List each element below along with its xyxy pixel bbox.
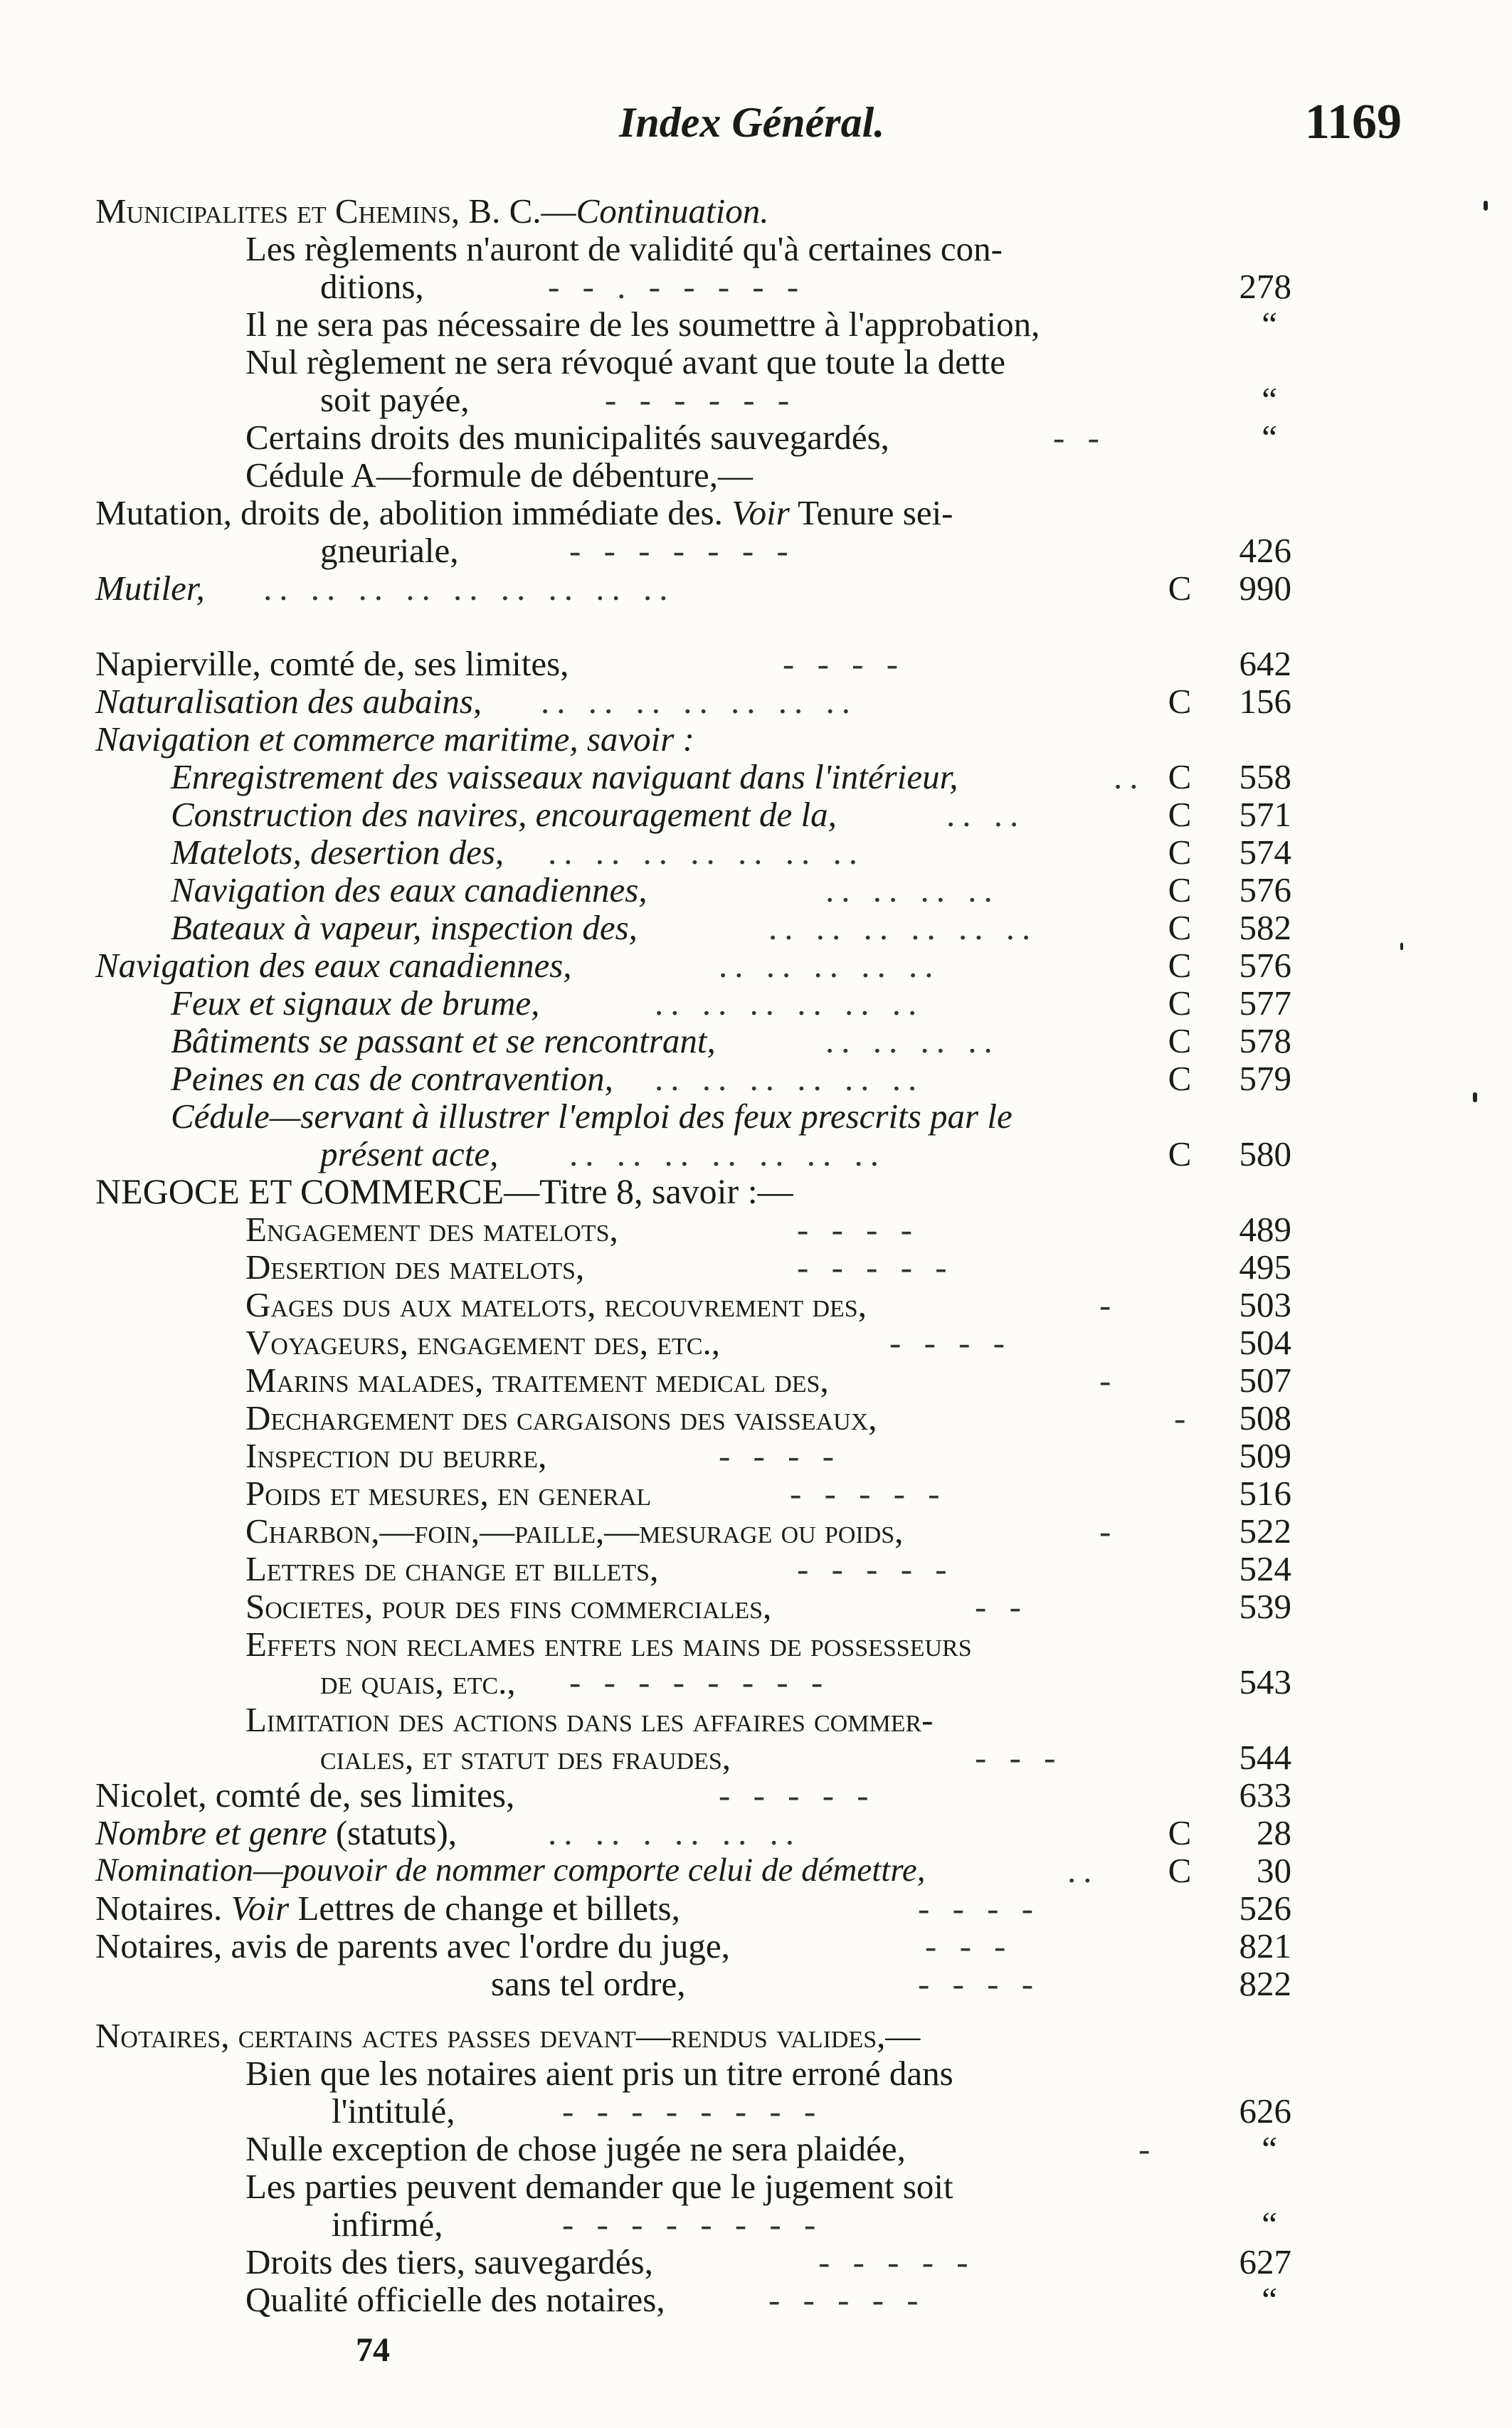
- chapter-mark: C: [1168, 833, 1192, 872]
- index-entry: [0, 1588, 1512, 1625]
- entry-text: Desertion des matelots,: [245, 1247, 585, 1287]
- page-number: 1169: [1304, 95, 1402, 149]
- see-label: Voir: [731, 493, 790, 532]
- index-entry: [0, 871, 1512, 909]
- page-ref: 642: [1239, 644, 1291, 683]
- leader-dashes: -: [1099, 1361, 1119, 1400]
- entry-text: Notaires, avis de parents avec l'ordre du juge,: [95, 1926, 730, 1965]
- index-entry: [0, 418, 1512, 456]
- entry-text: Napierville, comté de, ses limites,: [95, 644, 569, 683]
- leader-dots: .. .. .. .. ..: [719, 946, 941, 985]
- entry-text: Les règlements n'auront de validité qu'à certaines con-: [245, 229, 1003, 268]
- entry-text: infirmé,: [332, 2205, 443, 2244]
- ditto-mark: “: [1262, 380, 1277, 419]
- index-entry: [0, 1814, 1512, 1852]
- see-target: Lettres de change et billets,: [297, 1889, 680, 1928]
- leader-dashes: - - - -: [719, 1436, 842, 1475]
- leader-dots: .. .. .. .. .. .. ..: [541, 682, 857, 721]
- entry-text: Construction des navires, encouragement de la,: [171, 795, 837, 834]
- index-entry: [0, 984, 1512, 1022]
- leader-dashes: - - - -: [889, 1323, 1013, 1362]
- index-entry: [0, 2205, 1512, 2243]
- page-ref: 577: [1239, 983, 1291, 1023]
- index-entry: [0, 1701, 1512, 1738]
- entry-text: Mutiler,: [95, 569, 205, 608]
- entry-text: Navigation des eaux canadiennes,: [95, 946, 572, 985]
- ditto-mark: “: [1262, 418, 1277, 457]
- index-entry: [0, 1738, 1512, 1776]
- leader-dashes: - - - - -: [818, 2242, 976, 2281]
- page-ref: 539: [1239, 1587, 1291, 1626]
- page-header: [0, 84, 1512, 155]
- index-entry: [0, 946, 1512, 984]
- page-ref: 278: [1239, 267, 1291, 306]
- entry-text: Voyageurs, engagement des, etc.,: [245, 1323, 721, 1362]
- entry-text: Les parties peuvent demander que le jugement soit: [245, 2167, 953, 2206]
- entry-text: l'intitulé,: [332, 2091, 455, 2131]
- page-ref: 504: [1239, 1323, 1291, 1362]
- index-entry: [0, 268, 1512, 305]
- index-entry: [0, 1135, 1512, 1173]
- heading-notaires: Notaires, certains actes passes devant—rendus valides,—: [95, 2016, 921, 2055]
- index-entry: [0, 532, 1512, 569]
- leader-dashes: - - - -: [783, 644, 906, 683]
- entry-text: Effets non reclames entre les mains de possesseurs: [245, 1625, 972, 1664]
- leader-dashes: - - - -: [918, 1889, 1041, 1928]
- index-entry: [0, 192, 1512, 230]
- chapter-mark: C: [1168, 1813, 1192, 1852]
- entry-text: Naturalisation des aubains,: [95, 682, 482, 721]
- chapter-mark: C: [1168, 1059, 1192, 1098]
- leader-dashes: - - - -: [797, 1210, 920, 1249]
- chapter-mark: C: [1168, 1021, 1192, 1060]
- page-ref: 579: [1239, 1059, 1291, 1098]
- page-ref: 543: [1239, 1662, 1291, 1701]
- index-entry: [0, 1361, 1512, 1399]
- page-ref: 524: [1239, 1549, 1291, 1588]
- index-entry: [0, 2054, 1512, 2092]
- entry-text: Gages dus aux matelots, recouvrement des,: [245, 1285, 867, 1324]
- leader-dashes: - - - - -: [797, 1247, 954, 1287]
- page-ref: 576: [1239, 946, 1291, 985]
- page-ref: 509: [1239, 1436, 1291, 1475]
- leader-dashes: -: [1099, 1285, 1119, 1324]
- index-entry: [0, 1474, 1512, 1512]
- entry-text: Nulle exception de chose jugée ne sera plaidée,: [245, 2129, 906, 2168]
- chapter-mark: C: [1168, 870, 1192, 909]
- entry-text: Bâtiments se passant et se rencontrant,: [171, 1021, 716, 1060]
- leader-dashes: - - - - - - - -: [562, 2205, 823, 2244]
- leader-dashes: - - -: [975, 1738, 1063, 1777]
- entry-text: Dechargement des cargaisons des vaisseaux,: [245, 1398, 877, 1437]
- entry-text: Enregistrement des vaisseaux naviguant dans l'intérieur,: [171, 757, 958, 796]
- leader-dots: .. .. .. .. .. ..: [768, 908, 1038, 947]
- index-entry: [0, 1173, 1512, 1210]
- entry-text: Navigation des eaux canadiennes,: [171, 870, 647, 909]
- page-ref: 508: [1239, 1398, 1291, 1437]
- index-entry: [0, 1625, 1512, 1663]
- entry-text: Lettres de change et billets,: [245, 1549, 659, 1588]
- continuation-label: Continuation.: [576, 191, 769, 231]
- leader-dashes: -: [1174, 1398, 1193, 1437]
- entry-text: Inspection du beurre,: [245, 1436, 547, 1475]
- index-entry: [0, 1210, 1512, 1248]
- ditto-mark: “: [1262, 2205, 1277, 2244]
- scan-speck: [1400, 943, 1403, 950]
- ditto-mark: “: [1262, 305, 1277, 344]
- entry-text: Engagement des matelots,: [245, 1210, 618, 1249]
- page-ref: 821: [1239, 1926, 1291, 1965]
- leader-dashes: - - - - - - -: [569, 531, 795, 570]
- entry-text: Feux et signaux de brume,: [171, 983, 540, 1023]
- entry-text: Limitation des actions dans les affaires commer-: [245, 1700, 934, 1739]
- page-ref: 28: [1257, 1813, 1291, 1852]
- index-entry: [0, 682, 1512, 720]
- page-ref: 582: [1239, 908, 1291, 947]
- chapter-mark: C: [1168, 795, 1192, 834]
- entry-text: Qualité officielle des notaires,: [245, 2280, 665, 2319]
- leader-dashes: -: [1099, 1511, 1119, 1551]
- index-entry: [0, 2281, 1512, 2318]
- page-ref: 489: [1239, 1210, 1291, 1249]
- entry-text: Matelots, desertion des,: [171, 833, 504, 872]
- index-entry: [0, 796, 1512, 833]
- index-entry: [0, 645, 1512, 682]
- leader-dashes: - - - - -: [719, 1775, 876, 1815]
- entry-text: de quais, etc.,: [320, 1662, 516, 1701]
- page-ref: 522: [1239, 1511, 1291, 1551]
- entry-text: Marins malades, traitement medical des,: [245, 1361, 829, 1400]
- leader-dashes: - - - - -: [768, 2280, 926, 2319]
- leader-dashes: - - - - - -: [605, 380, 797, 419]
- page-ref: 580: [1239, 1134, 1291, 1173]
- leader-dots: .. .. .. .. .. .. ..: [548, 833, 865, 872]
- leader-dashes: - - - - - - - -: [569, 1662, 830, 1701]
- leader-dashes: - -: [1053, 418, 1106, 457]
- leader-dots: .. .. .. ..: [825, 870, 1000, 909]
- page-ref: 426: [1239, 531, 1291, 570]
- entry-text: Societes, pour des fins commerciales,: [245, 1587, 772, 1626]
- entry-text: Notaires.: [95, 1889, 223, 1928]
- page-ref: 558: [1239, 757, 1291, 796]
- index-entry: [0, 456, 1512, 494]
- leader-dashes: -: [1138, 2129, 1158, 2168]
- index-entry: [0, 1022, 1512, 1060]
- index-entry: [0, 2130, 1512, 2168]
- entry-text: Cédule A—formule de débenture,—: [245, 455, 754, 495]
- entry-text: Nicolet, comté de, ses limites,: [95, 1775, 515, 1815]
- chapter-mark: C: [1168, 983, 1192, 1023]
- entry-text: présent acte,: [320, 1134, 499, 1173]
- page-ref: 576: [1239, 870, 1291, 909]
- index-entry: [0, 1097, 1512, 1135]
- entry-text: ditions,: [320, 267, 424, 306]
- index-entry: [0, 1060, 1512, 1097]
- index-entry: [0, 494, 1512, 532]
- leader-dashes: - - - - -: [790, 1474, 947, 1513]
- chapter-mark: C: [1168, 757, 1192, 796]
- page-ref: 574: [1239, 833, 1291, 872]
- index-entry: [0, 1286, 1512, 1324]
- leader-dots: .. .. .. .. .. ..: [655, 1059, 924, 1098]
- see-target: Tenure sei-: [798, 493, 953, 532]
- index-entry: [0, 230, 1512, 268]
- entry-text: Mutation, droits de, abolition immédiate des.: [95, 493, 723, 532]
- leader-dashes: - - . - - - - -: [548, 267, 806, 306]
- entry-text: soit payée,: [320, 380, 470, 419]
- entry-text: Navigation et commerce maritime, savoir :: [95, 719, 694, 759]
- index-entry: [0, 2168, 1512, 2205]
- index-entry: [0, 833, 1512, 871]
- page-ref: 544: [1239, 1738, 1291, 1777]
- leader-dots: .. .. .. .. .. ..: [655, 983, 924, 1023]
- index-entry: [0, 1399, 1512, 1437]
- entry-qualifier: (statuts),: [335, 1813, 458, 1852]
- chapter-mark: C: [1168, 569, 1192, 608]
- chapter-mark: C: [1168, 946, 1192, 985]
- ditto-mark: “: [1262, 2280, 1277, 2319]
- index-entry: [0, 381, 1512, 418]
- leader-dots: .. .. . .. .. ..: [548, 1813, 801, 1852]
- leader-dots: .. .. .. .. .. .. .. .. ..: [263, 569, 675, 608]
- page-ref: 633: [1239, 1775, 1291, 1815]
- index-entry: [0, 2243, 1512, 2281]
- page-ref: 626: [1239, 2091, 1291, 2131]
- leader-dots: .. .. .. ..: [825, 1021, 1000, 1060]
- index-entry: [0, 1512, 1512, 1550]
- chapter-mark: C: [1168, 1134, 1192, 1173]
- chapter-mark: C: [1168, 682, 1192, 721]
- page-ref: 627: [1239, 2242, 1291, 2281]
- entry-text: Peines en cas de contravention,: [171, 1059, 613, 1098]
- entry-text: Nomination—pouvoir de nommer comporte celui de démettre,: [95, 1852, 926, 1889]
- index-entry: [0, 1889, 1512, 1927]
- page-ref: 507: [1239, 1361, 1291, 1400]
- index-entry: [0, 1852, 1512, 1889]
- index-entry: [0, 343, 1512, 381]
- leader-dashes: - - - - -: [797, 1549, 954, 1588]
- entry-text: Poids et mesures, en general: [245, 1474, 652, 1513]
- page-ref: 990: [1239, 569, 1291, 608]
- index-body: [0, 192, 1512, 2318]
- index-entry: [0, 569, 1512, 607]
- index-entry: [0, 720, 1512, 758]
- chapter-mark: C: [1168, 1851, 1192, 1890]
- page-ref: 30: [1257, 1851, 1291, 1890]
- entry-text: Certains droits des municipalités sauvegardés,: [245, 418, 889, 457]
- page-ref: 495: [1239, 1247, 1291, 1287]
- page-ref: 526: [1239, 1889, 1291, 1928]
- index-entry: [0, 1248, 1512, 1286]
- entry-text: ciales, et statut des fraudes,: [320, 1738, 731, 1777]
- index-entry: [0, 1550, 1512, 1588]
- leader-dashes: - - - -: [918, 1964, 1041, 2003]
- leader-dashes: - - -: [925, 1926, 1013, 1965]
- entry-text: Nul règlement ne sera révoqué avant que toute la dette: [245, 342, 1006, 381]
- leader-dots: .. ..: [946, 795, 1026, 834]
- entry-text: gneuriale,: [320, 531, 459, 570]
- heading-negoce: NEGOCE ET COMMERCE—Titre 8, savoir :—: [95, 1171, 793, 1211]
- chapter-mark: C: [1168, 908, 1192, 947]
- scan-speck: [1473, 1092, 1477, 1102]
- leader-dashes: - -: [975, 1587, 1028, 1626]
- leader-dots: ..: [1114, 757, 1146, 796]
- page-ref: 571: [1239, 795, 1291, 834]
- entry-text: Droits des tiers, sauvegardés,: [245, 2242, 653, 2281]
- entry-text: Bien que les notaires aient pris un titre erroné dans: [245, 2054, 953, 2093]
- index-entry: [0, 1324, 1512, 1361]
- index-entry: [0, 1437, 1512, 1474]
- leader-dashes: - - - - - - - -: [562, 2091, 823, 2131]
- index-entry: [0, 1927, 1512, 1965]
- page-ref: 822: [1239, 1964, 1291, 2003]
- index-entry: [0, 909, 1512, 946]
- page-ref: 578: [1239, 1021, 1291, 1060]
- index-entry: [0, 1965, 1512, 2002]
- entry-text: Bateaux à vapeur, inspection des,: [171, 908, 638, 947]
- page-ref: 156: [1239, 682, 1291, 721]
- index-entry: [0, 2017, 1512, 2054]
- scan-speck: [1484, 201, 1488, 211]
- see-label: Voir: [231, 1889, 290, 1928]
- leader-dots: ..: [1067, 1851, 1099, 1890]
- index-entry: [0, 1663, 1512, 1701]
- index-entry: [0, 305, 1512, 343]
- entry-text: sans tel ordre,: [491, 1964, 686, 2003]
- index-entry: [0, 1776, 1512, 1814]
- index-entry: [0, 758, 1512, 796]
- entry-text: Charbon,—foin,—paille,—mesurage ou poids,: [245, 1511, 904, 1551]
- leader-dots: .. .. .. .. .. .. ..: [569, 1134, 886, 1173]
- index-entry: [0, 2092, 1512, 2130]
- entry-text: Nombre et genre: [95, 1813, 327, 1852]
- signature-mark: 74: [356, 2331, 390, 2369]
- page-ref: 516: [1239, 1474, 1291, 1513]
- entry-text: Cédule—servant à illustrer l'emploi des feux prescrits par le: [171, 1097, 1013, 1136]
- page-ref: 503: [1239, 1285, 1291, 1324]
- ditto-mark: “: [1262, 2129, 1277, 2168]
- entry-text: Il ne sera pas nécessaire de les soumettre à l'approbation,: [245, 305, 1040, 344]
- heading-municipalites: Municipalites et Chemins, B. C.—: [95, 191, 576, 231]
- running-title: Index Général.: [619, 99, 885, 146]
